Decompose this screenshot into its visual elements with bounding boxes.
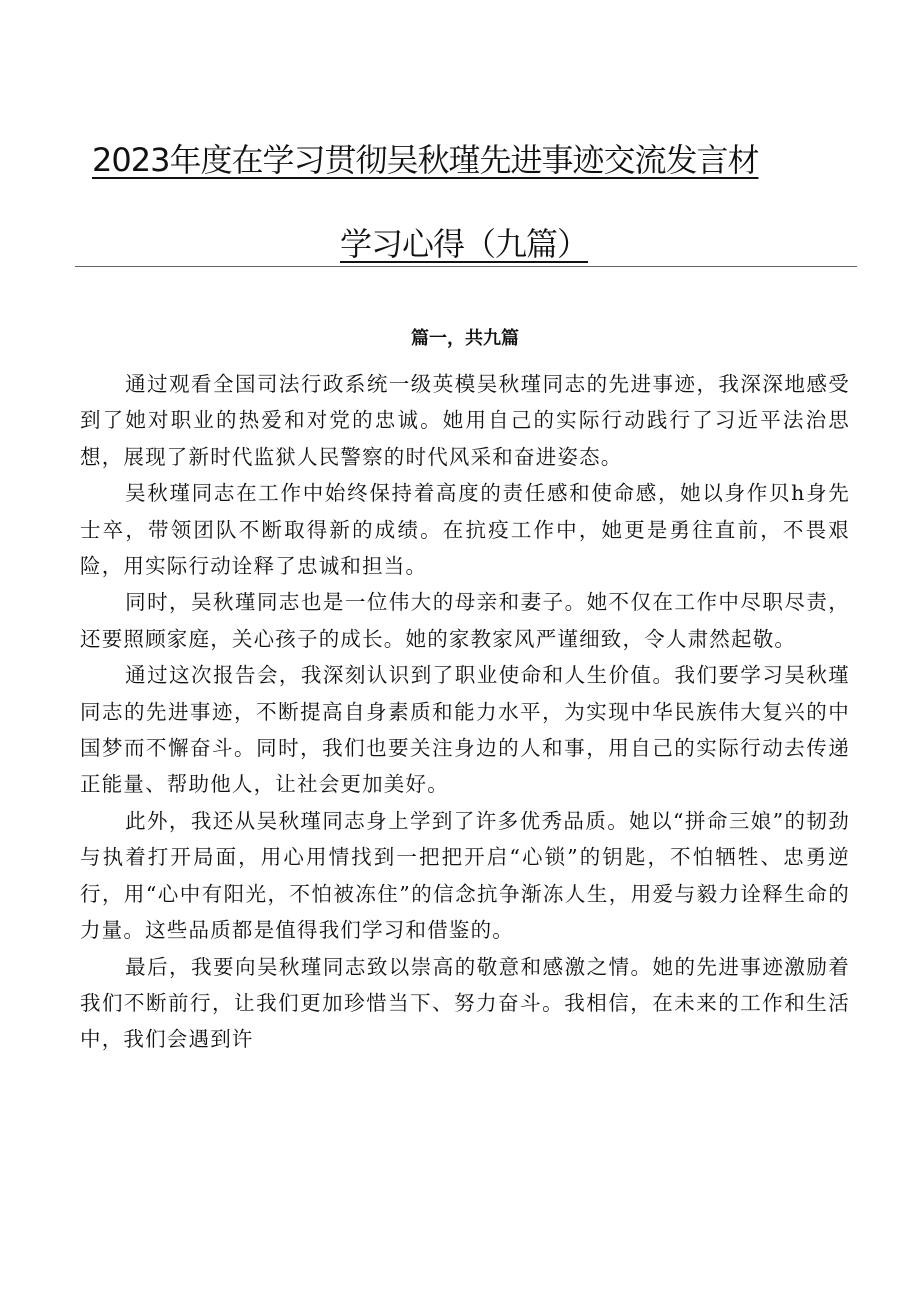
document-title-line-1: 2023年度在学习贯彻吴秋瑾先进事迹交流发言材 xyxy=(92,141,759,179)
paragraph-2: 吴秋瑾同志在工作中始终保持着高度的责任感和使命感，她以身作贝h身先士卒，带领团队不断取得新的成绩。在抗疫工作中，她更是勇往直前，不畏艰险，用实际行动诠释了忠诚和担当。 xyxy=(80,481,850,579)
section-heading: 篇一，共九篇 xyxy=(411,328,519,349)
body-text xyxy=(80,366,850,1058)
paragraph-4: 通过这次报告会，我深刻认识到了职业使命和人生价值。我们要学习吴秋瑾同志的先进事迹，不断提高自身素质和能力水平，为实现中华民族伟大复兴的中国梦而不懈奋斗。同时，我们也要关注身边的人和事，用自己的实际行动去传递正能量、帮助他人，让社会更加美好。 xyxy=(80,663,850,797)
paragraph-6: 最后，我要向吴秋瑾同志致以崇高的敬意和感激之情。她的先进事迹激励着我们不断前行，让我们更加珍惜当下、努力奋斗。我相信，在未来的工作和生活中，我们会遇到许 xyxy=(80,954,850,1052)
paragraph-1: 通过观看全国司法行政系统一级英模吴秋瑾同志的先进事迹，我深深地感受到了她对职业的热爱和对党的忠诚。她用自己的实际行动践行了习近平法治思想，展现了新时代监狱人民警察的时代风采和奋进姿态。 xyxy=(80,372,850,469)
paragraph-3: 同时，吴秋瑾同志也是一位伟大的母亲和妻子。她不仅在工作中尽职尽责，还要照顾家庭，关心孩子的成长。她的家教家风严谨细致，令人肃然起敬。 xyxy=(80,590,850,651)
document-title-line-2: 学习心得（九篇） xyxy=(340,225,589,263)
paragraph-5: 此外，我还从吴秋瑾同志身上学到了许多优秀品质。她以“拼命三娘”的韧劲与执着打开局面，用心用情找到一把把开启“心锁”的钥匙，不怕牺牲、忠勇逆行，用“心中有阳光，不怕被冻住”的信念抗争渐冻人生，用爱与毅力诠释生命的力量。这些品质都是值得我们学习和借鉴的。 xyxy=(80,808,850,943)
title-divider xyxy=(75,266,857,267)
